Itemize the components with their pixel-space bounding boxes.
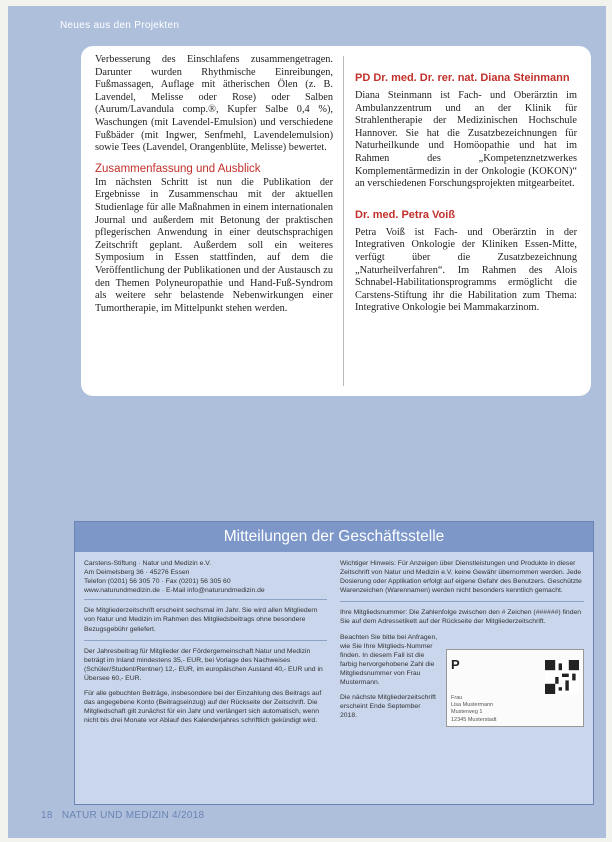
office-left-column xyxy=(84,559,327,731)
label-line: 12345 Musterstadt xyxy=(451,717,497,723)
address-line: Carstens-Stiftung · Natur und Medizin e.V. xyxy=(84,560,212,567)
label-line: Musterweg 1 xyxy=(451,709,483,715)
author-bio-steinmann: Diana Steinmann ist Fach- und Oberärztin im Ambulanzzentrum und an der Klinik für Strahlentherapie der Medizinischen Hochschule Hannover. Sie hat die Zusatzbezeichnungen für Naturheilkunde und Homöopathie und hat im Rahmen des „Kompetenznetzwerkes Komplementärmedizin in der Onkologie (KOKON)“ an verschiedenen Forschungsprojekten mitgearbeitet. xyxy=(355,90,577,190)
office-right-column xyxy=(340,559,584,726)
left-column xyxy=(95,54,333,315)
office-note: Wichtiger Hinweis: Für Anzeigen über Dienstleistungen und Produkte in dieser Zeitschrift von Natur und Medizin e.V. keine Gewähr übernommen werden. Jede Dosierung oder Applikation erfolgt auf eigene Gefahr des Benutzers. Geschützte Warenzeichen (Warennamen) werden nicht besonders kenntlich gemacht. xyxy=(340,560,582,595)
office-note: Beachten Sie bitte bei Anfragen, wie Sie Ihre Mitglieds-Nummer finden. In diesem Fall ist die farbig hervorgehobene Zahl die Mitgliedsnummer von Frau Mustermann. xyxy=(340,633,438,687)
address-line: Telefon (0201) 56 305 70 · Fax (0201) 56 305 60 xyxy=(84,578,231,586)
divider-line xyxy=(84,640,327,641)
address-block xyxy=(84,559,327,595)
address-line: Am Deimelsberg 36 · 45276 Essen xyxy=(84,569,190,577)
author-name-voiss: Dr. med. Petra Voiß xyxy=(355,208,456,221)
column-divider xyxy=(343,56,344,386)
page-background xyxy=(8,6,606,838)
divider-line xyxy=(84,599,327,600)
office-note: Für alle gebuchten Beiträge, insbesondere bei der Einzahlung des Beitrags auf das angegebene Konto (Beitragseinzug) auf der Rückseite der Zeitschrift. Die Mitgliedschaft gilt zunächst für ein Jahr und verlängert sich automatisch, wenn nicht bis drei Monate vor Ablauf des Kalenderjahres schriftlich gekündigt wird. xyxy=(84,690,322,725)
office-note: Der Jahresbeitrag für Mitglieder der Fördergemeinschaft Natur und Medizin beträgt im Inland mindestens 35,- EUR, bei Vorlage des Nachweises (Schüler/Student/Rentner) 12,- EUR, im europäischen Ausland 40,- EUR und in Übersee 60,- EUR. xyxy=(84,647,323,682)
postage-p-icon: P xyxy=(451,657,460,672)
summary-paragraph: Im nächsten Schritt ist nun die Publikation der Ergebnisse in Zusammenschau mit der aktuellen Studienlage für alle Maßnahmen in einem internationalen Journal und außerdem mit Betonung der praktischen pflegerischen Anwendung in einer deutschsprachigen Zeitschrift geplant. Außerdem soll ein weiteres Symposium in Essen stattfinden, auf dem die Veröffentlichung der Publikationen und der Austausch zu den Themen Polyneuropathie und Hand-Fuß-Syndrom als weitere sehr belastende Nebenwirkungen einer Tumortherapie, im Mittelpunkt stehen werden. xyxy=(95,176,333,314)
section-header: Neues aus den Projekten xyxy=(60,20,180,31)
author-bio-voiss: Petra Voiß ist Fach- und Oberärztin in der Integrativen Onkologie der Kliniken Essen-Mitte, verfügt über die Zusatzbezeichnung „Naturheilverfahren“. Im Rahmen des Alois Schnabel-Habilitationsprogramms ermöglicht die Carstens-Stiftung ihr die Habilitation zum Thema: Integrative Onkologie bei Mammakarzinom. xyxy=(355,226,577,314)
office-notice-box xyxy=(74,521,594,805)
qr-code-icon xyxy=(545,660,579,694)
right-column xyxy=(355,72,577,315)
article-card xyxy=(81,46,591,396)
label-line: Frau xyxy=(451,695,463,701)
magazine-issue: NATUR UND MEDIZIN 4/2018 xyxy=(61,810,205,821)
page-number: 18 xyxy=(41,810,53,821)
summary-heading: Zusammenfassung und Ausblick xyxy=(95,162,261,175)
office-note: Die Mitgliederzeitschrift erscheint sechsmal im Jahr. Sie wird allen Mitgliedern von Natur und Medizin im Rahmen des Mitgliedsbeitrags ohne besondere Bezugsgebühr geliefert. xyxy=(84,607,318,633)
divider-line xyxy=(340,601,584,602)
page-footer xyxy=(41,810,204,821)
intro-paragraph: Verbesserung des Einschlafens zusammengetragen. Darunter wurden Rhythmische Einreibungen, Fußmassagen, Auflage mit ätherischen Ölen (z. B. Lavendel, Melisse oder Rose) oder Salben (Aurum/Lavandula comp.®, Kupfer Salbe 0,4 %), Waschungen (mit Lavendel-Emulsion) und verschiedene Fußbäder (mit Ingwer, Senfmehl, Lavendelemulsion) sowie Tees (Lavendel, Orangenblüte, Melisse) bewertet. xyxy=(95,54,333,154)
address-label-sample xyxy=(446,649,584,727)
author-name-steinmann: PD Dr. med. Dr. rer. nat. Diana Steinmann xyxy=(355,72,570,84)
label-line: Lisa Mustermann xyxy=(451,702,494,708)
office-notice-title: Mitteilungen der Geschäftsstelle xyxy=(75,522,593,552)
office-note: Ihre Mitgliedsnummer: Die Zahlenfolge zwischen den # Zeichen (######) finden Sie auf dem Adressetikett auf der Rückseite der Mitgliederzeitschrift. xyxy=(340,609,582,626)
address-line: www.naturundmedizin.de · E-Mail info@naturundmedizin.de xyxy=(84,587,265,595)
office-note: Die nächste Mitgliederzeitschrift erscheint Ende September 2018. xyxy=(340,694,436,720)
